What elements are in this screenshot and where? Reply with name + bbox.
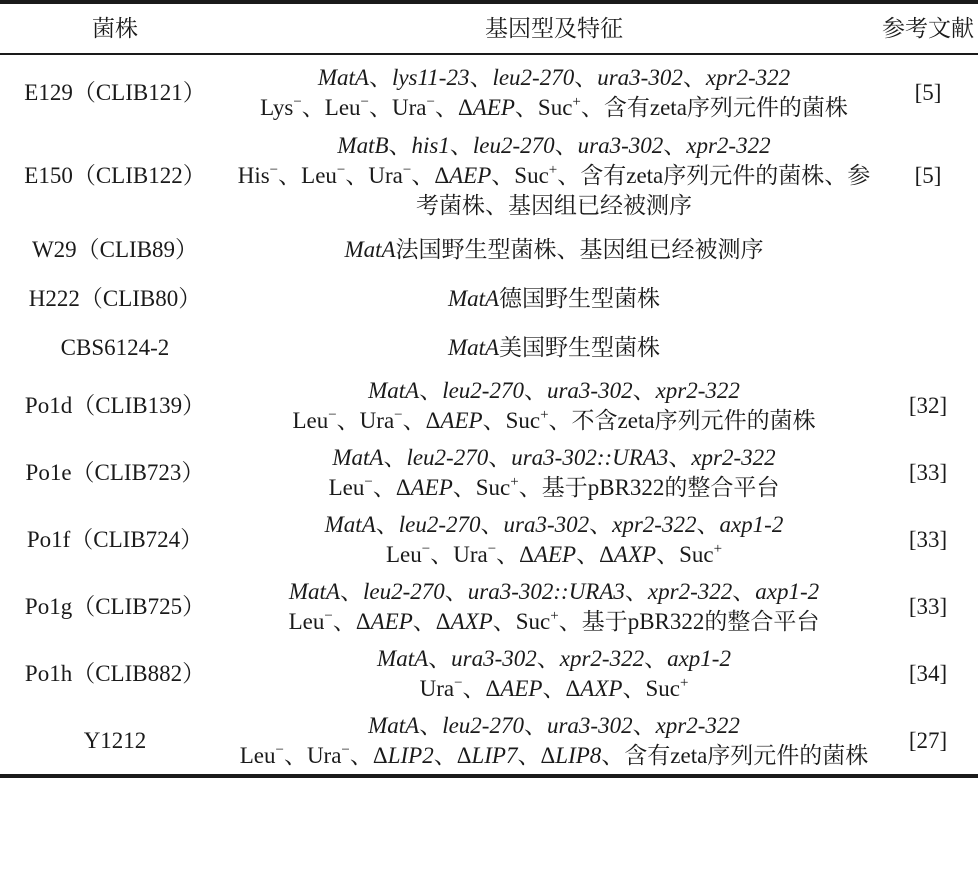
phenotype-superscript: + [679,674,689,691]
phenotype-superscript: − [341,741,350,758]
genotype-text: 、 [388,132,412,158]
genotype-text: 、Δ [411,162,450,188]
genotype-cell [230,506,878,573]
genotype-text: Leu [328,474,365,500]
reference-cell: [34] [908,660,948,686]
reference-cell [878,274,978,323]
genotype-text: 、 [523,712,547,738]
genotype-line [230,473,878,503]
gene-italic-text: leu2-270 [442,712,524,738]
genotype-cell [230,573,878,640]
gene-italic-text: leu2-270 [398,511,481,537]
genotype-text: 、Δ [412,608,451,634]
genotype-text: 、 [444,578,468,604]
table-row [0,126,978,225]
genotype-text: Lys [260,94,294,120]
phenotype-superscript: − [426,93,435,110]
table-header [0,2,978,54]
genotype-cell [230,372,878,439]
reference-cell: [5] [914,79,942,105]
table-row [0,506,978,573]
table-body [0,54,978,776]
reference-cell: [33] [908,593,948,619]
genotype-line [230,284,878,314]
gene-italic-text: MatA [447,334,500,360]
gene-italic-text: MatB [337,132,389,158]
reference-cell [878,225,978,274]
gene-italic-text: xpr2-322 [686,132,771,158]
genotype-line [230,607,878,637]
strain-cell: Po1d（CLIB139） [24,392,206,418]
genotype-text: 、Ura [369,94,427,120]
gene-italic-text: LIP7 [471,742,518,768]
header-strain: 菌株 [0,2,230,54]
table-row [0,439,978,506]
strain-cell: Po1e（CLIB723） [25,459,205,485]
genotype-text: 、Δ [542,675,581,701]
gene-italic-text: AEP [440,407,483,433]
strain-cell: Po1h（CLIB882） [24,660,206,686]
genotype-line [230,161,878,191]
phenotype-superscript: + [572,93,581,110]
genotype-text: 、 [632,377,656,403]
genotype-text: 、 [419,712,443,738]
genotype-text: 、含有zeta序列元件的菌株、参 [557,162,871,188]
gene-italic-text: xpr2-322 [655,377,740,403]
genotype-text: 、Δ [402,407,441,433]
gene-italic-text: MatA [368,377,420,403]
gene-italic-text: MatA [324,511,376,537]
strain-cell: Y1212 [0,707,230,776]
gene-italic-text: MatA [447,285,500,311]
table-row [0,54,978,126]
genotype-text: 美国野生型菌株 [499,334,661,360]
genotype-text: 、含有zeta序列元件的菌株 [601,742,869,768]
genotype-text: 、 [632,712,656,738]
genotype-text: 、Suc [656,541,714,567]
genotype-line [230,235,878,265]
reference-cell [878,323,978,372]
gene-italic-text: MatA [317,64,369,90]
genotype-text: 、 [554,132,578,158]
genotype-text: Leu [288,608,325,634]
genotype-text: 、 [732,578,756,604]
genotype-cell [230,126,878,225]
gene-italic-text: xpr2-322 [612,511,697,537]
gene-italic-text: ura3-302 [597,64,683,90]
gene-italic-text: ura3-302 [451,645,537,671]
gene-italic-text: ura3-302 [546,712,633,738]
genotype-text: 、 [449,132,473,158]
genotype-text: 、 [480,511,504,537]
phenotype-superscript: + [540,406,549,423]
reference-cell: [27] [878,707,978,776]
genotype-text: 、Ura [283,742,342,768]
genotype-text: 、Ura [345,162,403,188]
genotype-line [230,711,878,741]
gene-italic-text: MatA [368,712,420,738]
genotype-text: 、 [488,444,512,470]
genotype-text: 、Suc [514,94,573,120]
gene-italic-text: leu2-270 [442,377,524,403]
genotype-text: Leu [292,407,329,433]
strain-cell: E150（CLIB122） [24,162,206,188]
gene-italic-text: xpr2-322 [647,578,733,604]
gene-italic-text: leu2-270 [492,64,575,90]
gene-italic-text: xpr2-322 [705,64,791,90]
phenotype-superscript: − [360,93,370,110]
genotype-text: 、基于pBR322的整合平台 [558,608,820,634]
reference-cell: [5] [914,162,942,188]
phenotype-superscript: − [269,161,279,178]
phenotype-superscript: + [713,540,723,557]
gene-italic-text: AXP [580,675,623,701]
genotype-text: 、 [682,64,706,90]
strain-cell: Po1f（CLIB724） [26,526,204,552]
phenotype-superscript: − [454,674,463,691]
gene-italic-text: LIP2 [387,742,434,768]
gene-italic-text: AEP [533,541,577,567]
genotype-cell [230,640,878,707]
genotype-text: 、 [340,578,363,604]
reference-cell: [33] [908,526,948,552]
genotype-text: 、Ura [430,541,488,567]
gene-italic-text: AEP [449,162,492,188]
gene-italic-text: axp1-2 [667,645,731,671]
genotype-text: 法国野生型菌株、基因组已经被测序 [395,236,764,262]
reference-cell: [32] [908,392,948,418]
genotype-text: 、 [428,645,452,671]
gene-italic-text: xpr2-322 [691,444,776,470]
genotype-line [230,644,878,674]
genotype-text: His [237,162,270,188]
gene-italic-text: xpr2-322 [559,645,645,671]
gene-italic-text: axp1-2 [719,511,784,537]
gene-italic-text: xpr2-322 [655,712,740,738]
gene-italic-text: ura3-302 [546,377,633,403]
table-row [0,274,978,323]
table-row [0,225,978,274]
gene-italic-text: MatA [332,444,384,470]
gene-italic-text: leu2-270 [406,444,489,470]
table-row [0,323,978,372]
reference-cell: [33] [908,459,948,485]
genotype-line [230,741,878,771]
genotype-cell [230,707,878,776]
gene-italic-text: MatA [288,578,340,604]
genotype-text: 、Δ [496,541,534,567]
genotype-text: 、Suc [622,675,680,701]
table-row [0,707,978,776]
genotype-text: 、 [624,578,648,604]
strain-cell: CBS6124-2 [60,334,170,360]
genotype-text: 、 [368,64,392,90]
gene-italic-text: AEP [370,608,413,634]
phenotype-superscript: − [275,741,284,758]
genotype-line [230,93,878,123]
genotype-text: 、Δ [332,608,371,634]
genotype-line [230,333,878,363]
genotype-line [230,443,878,473]
genotype-text: 、Δ [349,742,388,768]
gene-italic-text: LIP8 [555,742,602,768]
phenotype-superscript: − [328,406,337,423]
phenotype-superscript: − [394,406,403,423]
genotype-text: 、 [419,377,443,403]
genotype-text: 、 [589,511,613,537]
genotype-text: 、Δ [433,742,472,768]
genotype-text: 考菌株、基因组已经被测序 [416,192,692,218]
genotype-text: Leu [239,742,276,768]
genotype-text: 、 [523,377,547,403]
genotype-text: 、 [375,511,399,537]
genotype-text: Ura [419,675,455,701]
strain-cell: W29（CLIB89） [31,236,199,262]
genotype-line [230,63,878,93]
phenotype-superscript: − [487,540,497,557]
genotype-text: 、含有zeta序列元件的菌株 [580,94,848,120]
gene-italic-text: ura3-302 [503,511,590,537]
genotype-text: 、Suc [491,162,549,188]
genotype-text: 德国野生型菌株 [499,285,661,311]
genotype-line [230,191,878,221]
genotype-line [230,540,878,570]
phenotype-superscript: − [324,607,333,624]
header-row [0,2,978,54]
phenotype-superscript: − [402,161,412,178]
genotype-text: 、Δ [372,474,411,500]
strain-cell: E129（CLIB121） [24,79,206,105]
genotype-cell [230,54,878,126]
gene-italic-text: leu2-270 [363,578,445,604]
gene-italic-text: ura3-302::URA3 [511,444,669,470]
genotype-text: 、Ura [336,407,395,433]
genotype-line [230,510,878,540]
gene-italic-text: axp1-2 [755,578,820,604]
gene-italic-text: MatA [377,645,429,671]
gene-italic-text: AEP [472,94,515,120]
gene-italic-text: AEP [500,675,543,701]
genotype-text: 、Suc [452,474,511,500]
genotype-line [230,376,878,406]
genotype-line [230,406,878,436]
phenotype-superscript: + [510,473,519,490]
gene-italic-text: ura3-302::URA3 [467,578,625,604]
genotype-text: Leu [385,541,422,567]
genotype-text: 、Δ [517,742,556,768]
phenotype-superscript: − [421,540,431,557]
genotype-text: 、Suc [492,608,551,634]
genotype-text: 、不含zeta序列元件的菌株 [548,407,816,433]
gene-italic-text: MatA [344,236,396,262]
genotype-cell [230,274,878,323]
table-row [0,573,978,640]
header-reference: 参考文献 [878,2,978,54]
phenotype-superscript: − [336,161,346,178]
gene-italic-text: leu2-270 [472,132,555,158]
genotype-text: 、基于pBR322的整合平台 [518,474,780,500]
table-row [0,372,978,439]
genotype-text: 、 [536,645,560,671]
phenotype-superscript: + [548,161,558,178]
gene-italic-text: AXP [613,541,657,567]
genotype-text: 、Δ [462,675,501,701]
genotype-line [230,577,878,607]
strain-cell: H222（CLIB80） [28,285,202,311]
genotype-line [230,131,878,161]
genotype-text: 、 [383,444,407,470]
genotype-text: 、Suc [482,407,541,433]
genotype-text: 、 [663,132,687,158]
genotype-text: 、Leu [278,162,337,188]
gene-italic-text: ura3-302 [577,132,664,158]
strain-cell: Po1g（CLIB725） [24,593,206,619]
genotype-text: 、 [469,64,493,90]
genotype-cell [230,225,878,274]
table-row [0,640,978,707]
header-genotype: 基因型及特征 [230,2,878,54]
genotype-line [230,674,878,704]
genotype-text: 、 [696,511,720,537]
genotype-text: 、Leu [301,94,361,120]
genotype-cell [230,323,878,372]
genotype-text: 、 [668,444,692,470]
genotype-text: 、Δ [434,94,473,120]
gene-italic-text: AXP [450,608,493,634]
genotype-text: 、 [574,64,598,90]
genotype-text: 、 [644,645,668,671]
gene-italic-text: his1 [411,132,450,158]
genotype-cell [230,439,878,506]
gene-italic-text: AEP [410,474,453,500]
phenotype-superscript: + [550,607,559,624]
phenotype-superscript: − [364,473,373,490]
gene-italic-text: lys11-23 [391,64,470,90]
phenotype-superscript: − [293,93,302,110]
genotype-text: 、Δ [576,541,614,567]
